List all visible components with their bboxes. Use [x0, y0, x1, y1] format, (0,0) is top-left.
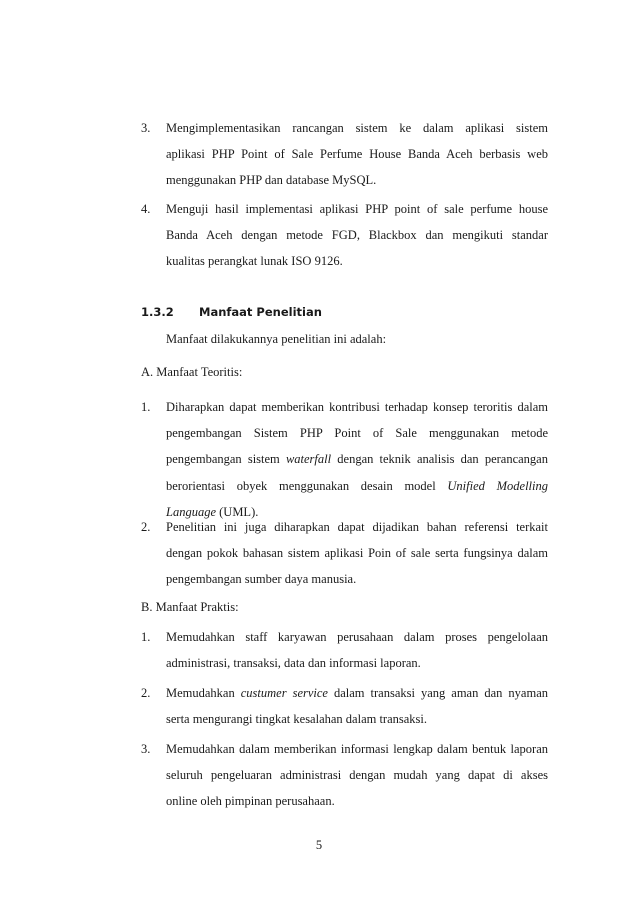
section-heading	[141, 305, 322, 319]
text-line: menggunakan PHP dan database MySQL.	[166, 173, 377, 188]
list-number: 3.	[141, 742, 151, 756]
theoretical-item-2	[141, 514, 548, 593]
text-line: Penelitian ini juga diharapkan dapat dijadikan bahan referensi terkait	[166, 520, 548, 534]
text-line: aplikasi PHP Point of Sale Perfume House Banda Aceh berbasis web	[166, 147, 548, 162]
text-line: pengembangan sumber daya manusia.	[166, 572, 357, 587]
subheading-theoretical: A. Manfaat Teoritis:	[141, 365, 243, 379]
text-line: Memudahkan dalam memberikan informasi lengkap dalam bentuk laporan	[166, 742, 548, 756]
list-number: 2.	[141, 520, 151, 534]
list-number: 3.	[141, 121, 151, 135]
text-line: Mengimplementasikan rancangan sistem ke dalam aplikasi sistem	[166, 121, 548, 135]
emphasis-text: waterfall	[285, 452, 332, 467]
text-line: serta mengurangi tingkat kesalahan dalam transaksi.	[166, 712, 428, 727]
text-line: online oleh pimpinan perusahaan.	[166, 794, 335, 809]
text-run: berorientasi obyek menggunakan desain model	[166, 478, 448, 493]
section-number: 1.3.2	[141, 305, 174, 319]
text-run: dengan teknik analisis dan perancangan	[331, 452, 548, 467]
objective-item-3	[141, 115, 548, 194]
emphasis-text: Language	[166, 504, 216, 519]
text-line: dengan pokok bahasan sistem aplikasi Poin of sale serta fungsinya dalam	[166, 546, 548, 561]
text-run: pengembangan sistem	[166, 452, 286, 467]
list-number: 2.	[141, 686, 151, 700]
objective-item-4	[141, 196, 548, 275]
text-line	[141, 446, 548, 472]
emphasis-text: custumer service	[240, 686, 328, 700]
text-line: Menguji hasil implementasi aplikasi PHP point of sale perfume house	[166, 202, 548, 216]
list-number: 1.	[141, 630, 151, 644]
text-line: Banda Aceh dengan metode FGD, Blackbox dan mengikuti standar	[166, 228, 548, 243]
theoretical-item-1	[141, 394, 548, 525]
section-intro: Manfaat dilakukannya penelitian ini adalah:	[166, 332, 387, 346]
practical-item-1	[141, 624, 548, 676]
text-line: administrasi, transaksi, data dan informasi laporan.	[166, 656, 421, 671]
subheading-practical: B. Manfaat Praktis:	[141, 600, 239, 614]
emphasis-text: Unified Modelling	[447, 478, 548, 493]
text-line	[141, 473, 548, 499]
text-run: Memudahkan	[166, 686, 241, 700]
list-number: 4.	[141, 202, 151, 216]
text-run: dalam transaksi yang aman dan nyaman	[327, 686, 548, 700]
text-line: Diharapkan dapat memberikan kontribusi terhadap konsep teroritis dalam	[166, 400, 548, 414]
text-line: kualitas perangkat lunak ISO 9126.	[166, 254, 343, 269]
list-number: 1.	[141, 400, 151, 414]
section-title: Manfaat Penelitian	[199, 305, 322, 319]
text-line	[141, 680, 548, 706]
practical-item-3	[141, 736, 548, 815]
text-line: Memudahkan staff karyawan perusahaan dalam proses pengelolaan	[166, 630, 548, 644]
page-number: 5	[315, 838, 323, 852]
text-run: (UML).	[216, 504, 259, 519]
text-line: pengembangan Sistem PHP Point of Sale menggunakan metode	[166, 426, 548, 441]
practical-item-2	[141, 680, 548, 732]
text-line: seluruh pengeluaran administrasi dengan mudah yang dapat di akses	[166, 768, 548, 783]
